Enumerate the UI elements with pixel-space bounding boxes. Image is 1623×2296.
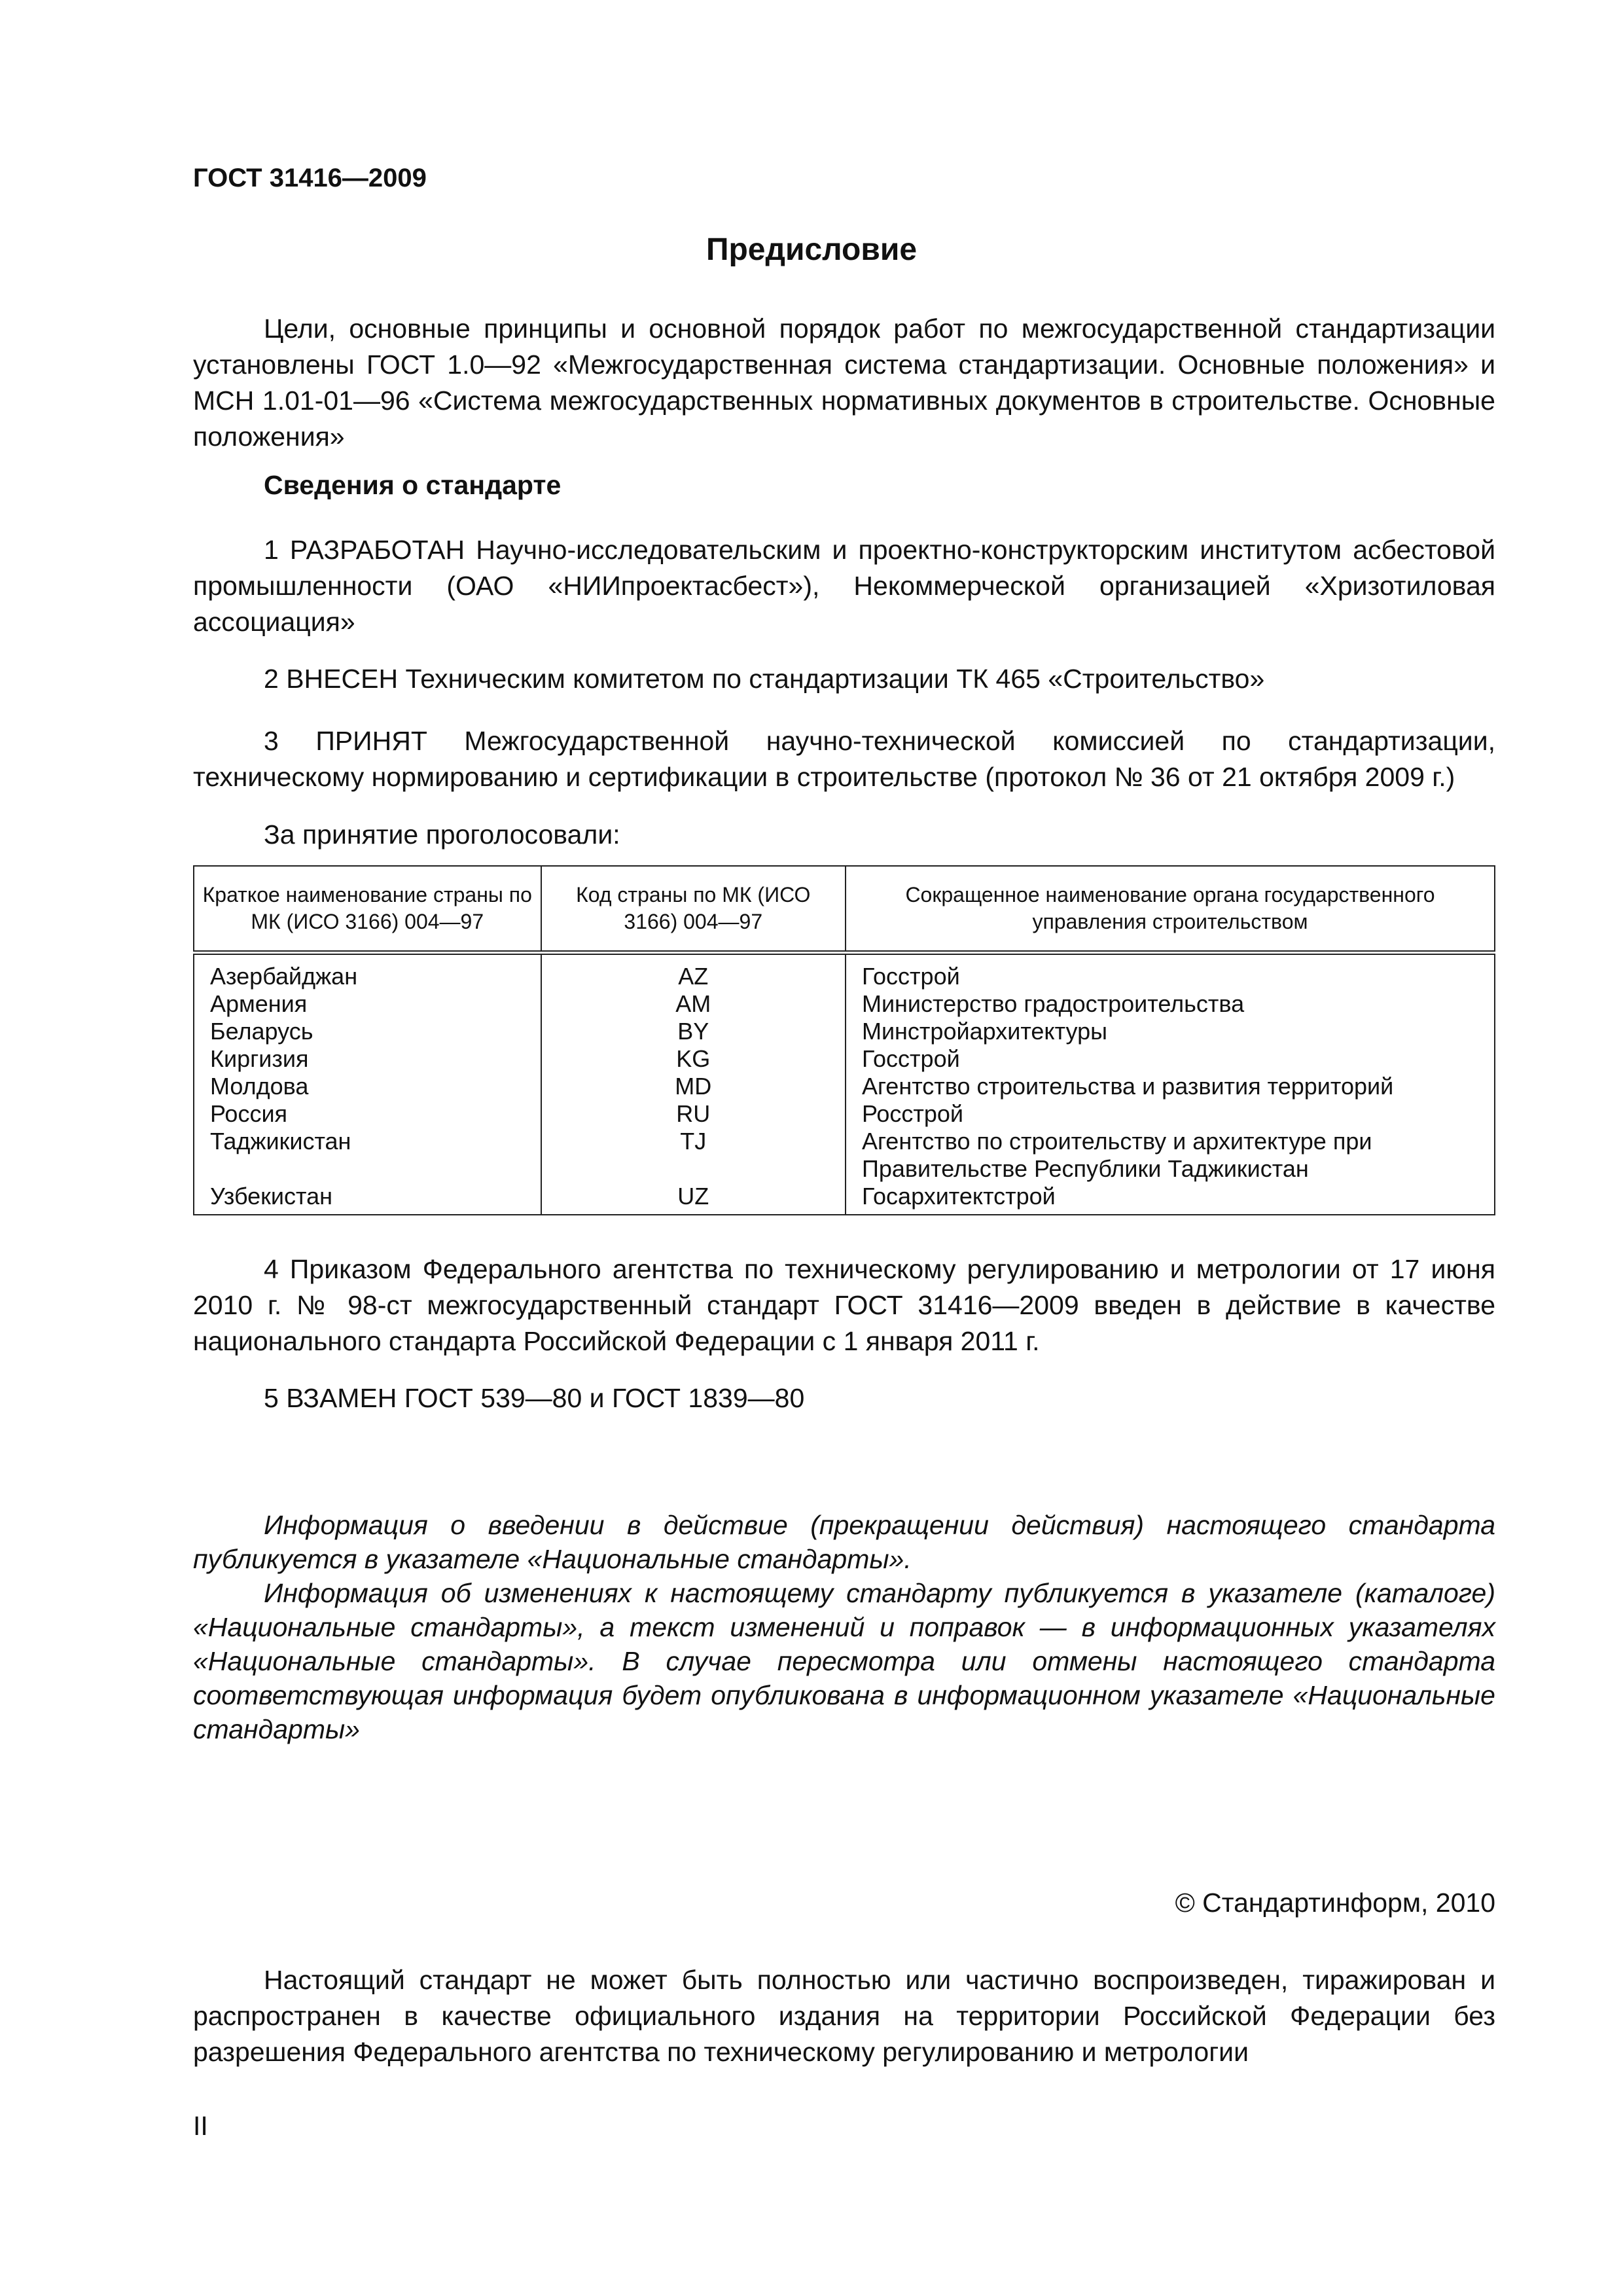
- copyright: © Стандартинформ, 2010: [1175, 1888, 1495, 1918]
- country-cell: Азербайджан: [194, 953, 541, 991]
- code-cell: BY: [541, 1018, 846, 1045]
- country-cell: Беларусь: [194, 1018, 541, 1045]
- code-cell: MD: [541, 1073, 846, 1100]
- column-header-code: Код страны по МК (ИСО 3166) 004—97: [541, 866, 846, 953]
- publication-notice-2: Информация об изменениях к настоящему стандарту публикуется в указателе (каталоге) «Национальные стандарты», а текст изменений и поправок — в информационных указателях «Национальные стандарты». В случае пересмотра или отмены настоящего стандарта соответствующая информация будет опубликована в информационном указателе «Национальные стандарты»: [193, 1578, 1495, 1744]
- intro-paragraph: Цели, основные принципы и основной порядок работ по межгосударственной стандартизации установлены ГОСТ 1.0—92 «Межгосударственная система стандартизации. Основные положения» и МСН 1.01-01—96 «Система межгосударственных нормативных документов в строительстве. Основные положения»: [193, 314, 1495, 452]
- table-row: [194, 953, 1495, 991]
- authority-cell: Госстрой: [846, 953, 1495, 991]
- page-title: Предисловие: [705, 232, 918, 267]
- table-row: [194, 1183, 1495, 1215]
- code-cell: RU: [541, 1100, 846, 1128]
- authority-cell: Агентство строительства и развития территорий: [846, 1073, 1495, 1100]
- item-developed: 1 РАЗРАБОТАН Научно-исследовательским и проектно-конструкторским институтом асбестовой промышленности (ОАО «НИИпроектасбест»), Некоммерческой организацией «Хризотиловая ассоциация»: [193, 535, 1495, 637]
- table-row: [194, 1073, 1495, 1100]
- authority-cell: Госархитектстрой: [846, 1183, 1495, 1215]
- table-row: [194, 1128, 1495, 1183]
- country-cell: Киргизия: [194, 1045, 541, 1073]
- authority-cell: Росстрой: [846, 1100, 1495, 1128]
- table-row: [194, 1018, 1495, 1045]
- column-header-country: Краткое наименование страны по МК (ИСО 3166) 004—97: [194, 866, 541, 953]
- code-cell: TJ: [541, 1128, 846, 1183]
- code-cell: AM: [541, 990, 846, 1018]
- authority-cell: Министерство градостроительства: [846, 990, 1495, 1018]
- table-row: [194, 1045, 1495, 1073]
- item-introduced: 2 ВНЕСЕН Техническим комитетом по стандартизации ТК 465 «Строительство»: [264, 664, 1265, 694]
- item-replaces: 5 ВЗАМЕН ГОСТ 539—80 и ГОСТ 1839—80: [264, 1383, 805, 1413]
- vote-intro: За принятие проголосовали:: [264, 819, 620, 850]
- country-cell: Армения: [194, 990, 541, 1018]
- item-enacted: 4 Приказом Федерального агентства по техническому регулированию и метрологии от 17 июня 2010 г. № 98-ст межгосударственный стандарт ГОСТ 31416—2009 введен в действие в качестве национального стандарта Российской Федерации с 1 января 2011 г.: [193, 1254, 1495, 1356]
- country-cell: Молдова: [194, 1073, 541, 1100]
- table-row: [194, 990, 1495, 1018]
- table-header-row: [194, 866, 1495, 953]
- authority-cell: Агентство по строительству и архитектуре при Правительстве Республики Таджикистан: [846, 1128, 1495, 1183]
- column-header-authority: Сокращенное наименование органа государственного управления строительством: [846, 866, 1495, 953]
- table-row: [194, 1100, 1495, 1128]
- code-cell: AZ: [541, 953, 846, 991]
- authority-cell: Минстройархитектуры: [846, 1018, 1495, 1045]
- code-cell: KG: [541, 1045, 846, 1073]
- authority-cell: Госстрой: [846, 1045, 1495, 1073]
- country-cell: Таджикистан: [194, 1128, 541, 1183]
- voting-table: [193, 865, 1495, 1215]
- item-adopted: 3 ПРИНЯТ Межгосударственной научно-технической комиссией по стандартизации, техническому нормированию и сертификации в строительстве (протокол № 36 от 21 октября 2009 г.): [193, 726, 1495, 792]
- country-cell: Россия: [194, 1100, 541, 1128]
- document-number: ГОСТ 31416—2009: [193, 164, 427, 192]
- page-number: II: [193, 2111, 208, 2141]
- country-cell: Узбекистан: [194, 1183, 541, 1215]
- rights-notice: Настоящий стандарт не может быть полностью или частично воспроизведен, тиражирован и распространен в качестве официального издания на территории Российской Федерации без разрешения Федерального агентства по техническому регулированию и метрологии: [193, 1965, 1495, 2067]
- code-cell: UZ: [541, 1183, 846, 1215]
- publication-notice-1: Информация о введении в действие (прекращении действия) настоящего стандарта публикуется в указателе «Национальные стандарты».: [193, 1510, 1495, 1574]
- info-heading: Сведения о стандарте: [264, 470, 562, 500]
